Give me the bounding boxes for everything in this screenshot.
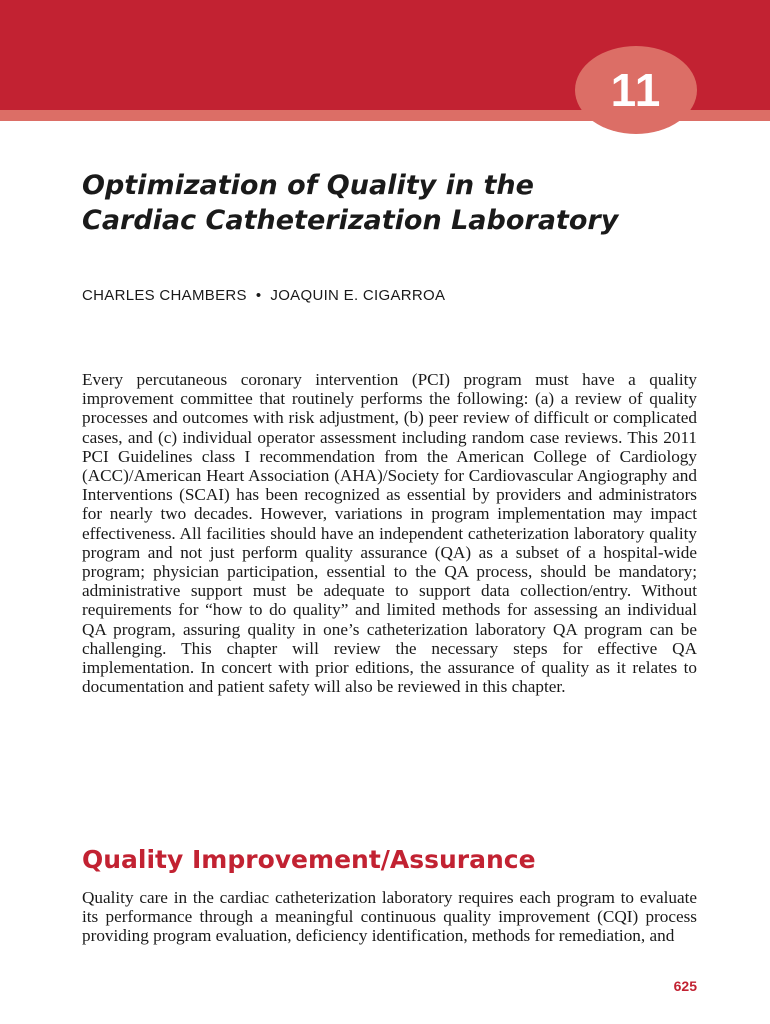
chapter-number-badge (575, 46, 697, 134)
page-number: 625 (673, 978, 697, 994)
author-name: JOAQUIN E. CIGARROA (270, 287, 446, 304)
section-paragraph: Quality care in the cardiac catheterization laboratory requires each program to evaluate its performance through a meaningful continuous quality improvement (CQI) process providing program evaluation, deficiency identification, methods for remediation, and (82, 888, 697, 946)
author-name: CHARLES CHAMBERS (82, 287, 247, 304)
author-separator: • (255, 287, 262, 304)
chapter-title: Optimization of Quality in the Cardiac Catheterization Laboratory (82, 170, 619, 236)
intro-paragraph: Every percutaneous coronary intervention (PCI) program must have a quality improvement committee that routinely performs the following: (a) a review of quality processes and outcomes with risk adjustment, (b) peer review of difficult or complicated cases, and (c) individual operator assessment including random case reviews. This 2011 PCI Guidelines class I recommendation from the American College of Cardiology (ACC)/American Heart Association (AHA)/Society for Cardiovascular Angiography and Interventions (SCAI) has been recognized as essential by providers and administrators for nearly two decades. However, variations in program implementation may impact effectiveness. All facilities should have an independent catheterization laboratory quality program and not just perform quality assurance (QA) as a subset of a hospital-wide program; physician participation, essential to the QA process, should be mandatory; administrative support must be adequate to support data collection/entry. Without requirements for “how to do quality” and limited methods for assessing an individual QA program, assuring quality in one’s catheterization laboratory QA program can be challenging. This chapter will review the necessary steps for effective QA implementation. In concert with prior editions, the assurance of quality as it relates to documentation and patient safety will also be reviewed in this chapter. (82, 370, 697, 697)
section-heading: Quality Improvement/Assurance (82, 845, 536, 874)
chapter-number: 11 (610, 64, 662, 116)
chapter-authors (82, 287, 445, 304)
